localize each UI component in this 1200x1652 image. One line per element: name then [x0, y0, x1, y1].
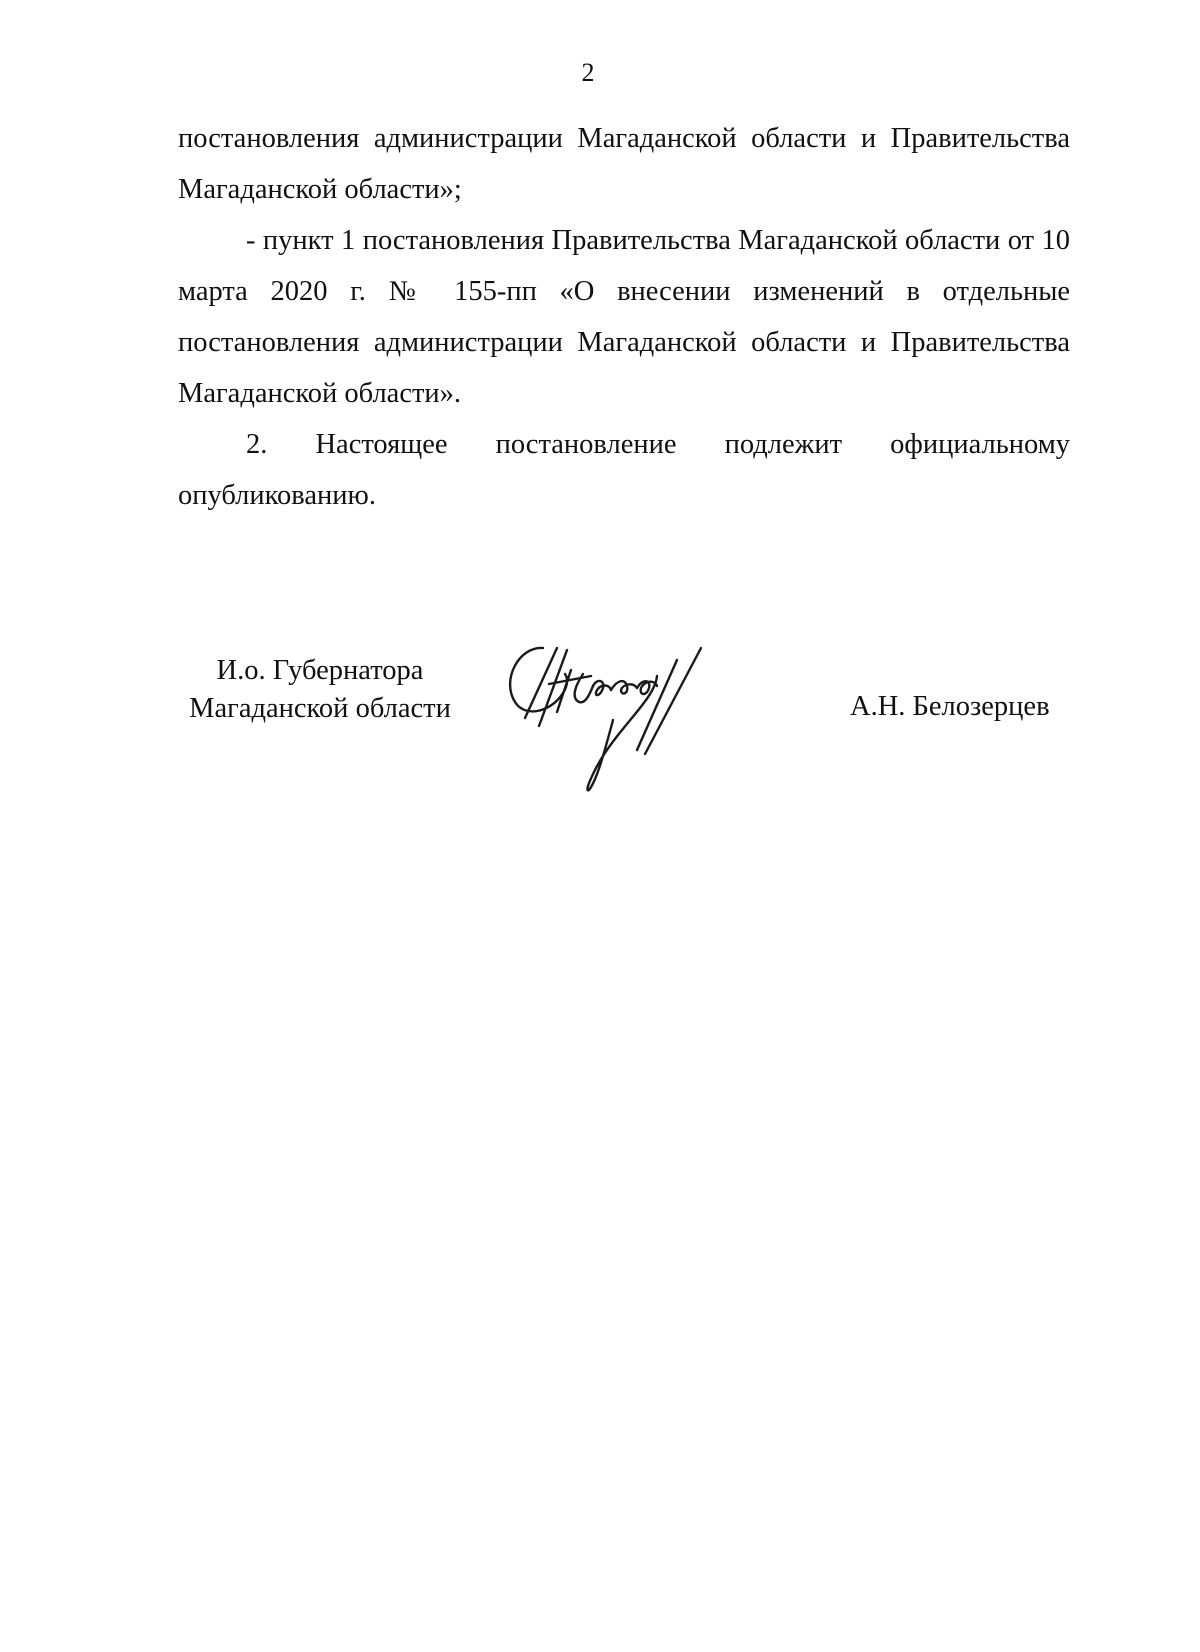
- signer-position: [176, 652, 464, 728]
- signer-position-line-1: И.о. Губернатора: [216, 655, 424, 686]
- page-number: 2: [581, 58, 595, 87]
- document-body: [178, 113, 1070, 521]
- handwritten-signature-icon: [505, 640, 735, 800]
- paragraph-1-line-2: Магаданской области»;: [178, 174, 462, 205]
- paragraph-3-line-1: 2. Настоящее постановление подлежит официальному: [246, 429, 1070, 460]
- paragraph-1-line-1: постановления администрации Магаданской области и Правительства: [178, 123, 1070, 154]
- paragraph-2: - пункт 1 постановления Правительства Магаданской области от 10 марта 2020 г. № 155-пп «О внесении изменений в отдельные постановления администрации Магаданской области и Правительства Магаданской области».: [178, 225, 1070, 409]
- signer-position-line-2: Магаданской области: [189, 693, 451, 724]
- signer-name: А.Н. Белозерцев: [850, 691, 1050, 722]
- paragraph-3-line-2: опубликованию.: [178, 480, 376, 511]
